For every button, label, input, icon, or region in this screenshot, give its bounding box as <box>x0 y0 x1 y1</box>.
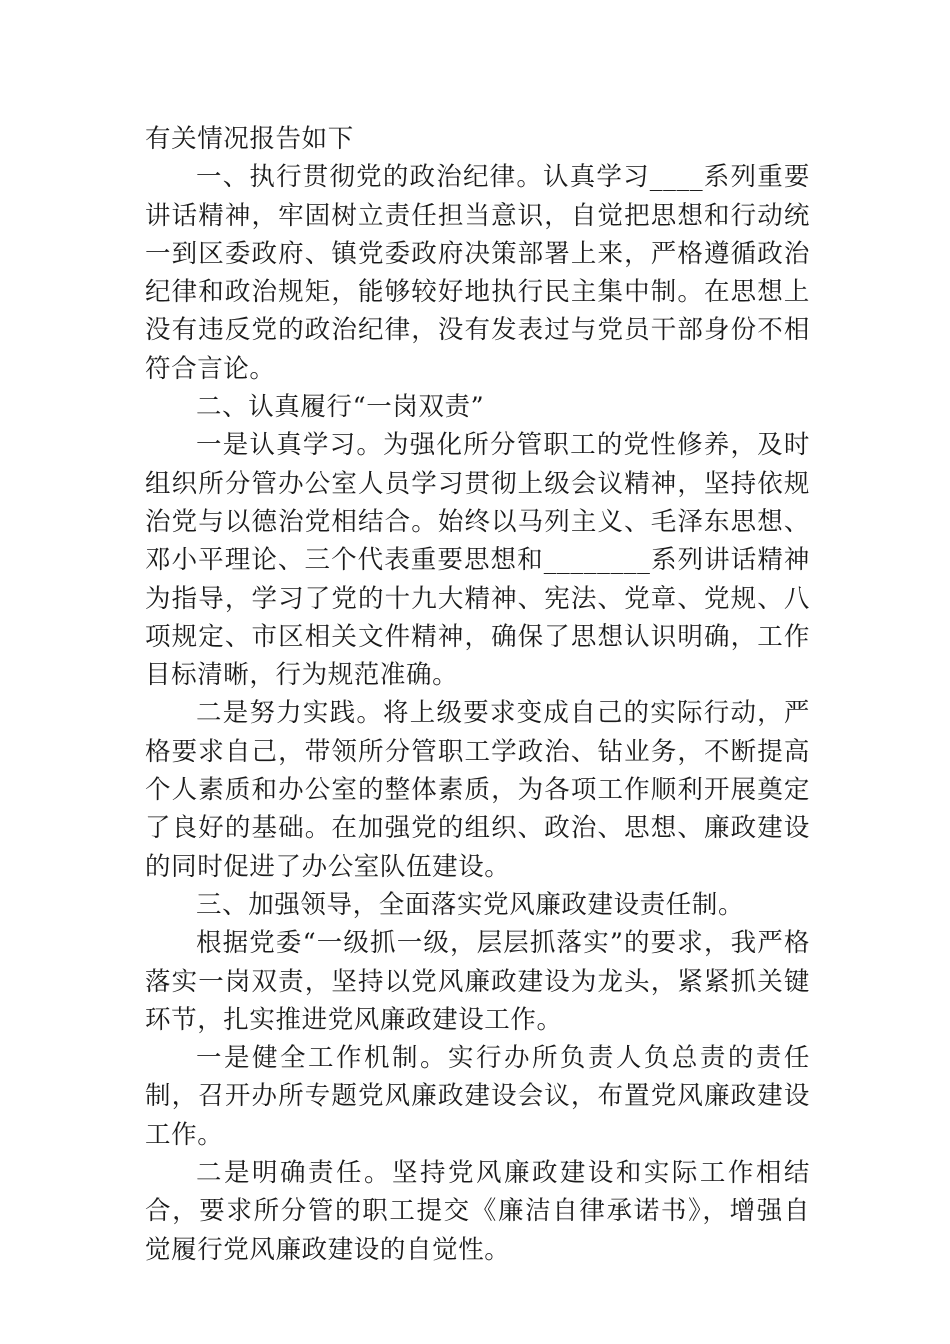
document-body <box>145 120 810 1269</box>
paragraph-party-committee: 根据党委“一级抓一级，层层抓落实”的要求，我严格落实一岗双责，坚持以党风廉政建设为龙头，紧紧抓关键环节，扎实推进党风廉政建设工作。 <box>145 928 810 1035</box>
paragraph-study: 一是认真学习。为强化所分管职工的党性修养，及时组织所分管办公室人员学习贯彻上级会议精神，坚持依规治党与以德治党相结合。始终以马列主义、毛泽东思想、邓小平理论、三个代表重要思想和________系列讲话精神为指导，学习了党的十九大精神、宪法、党章、党规、八项规定、市区相关文件精神，确保了思想认识明确，工作目标清晰，行为规范准确。 <box>145 430 810 691</box>
section-heading-dual-duty: 二、认真履行“一岗双责” <box>196 392 485 423</box>
section-political-discipline: 一、执行贯彻党的政治纪律。认真学习____系列重要讲话精神，牢固树立责任担当意识，自觉把思想和行动统一到区委政府、镇党委政府决策部署上来，严格遵循政治纪律和政治规矩，能够较好地执行民主集中制。在思想上没有违反党的政治纪律，没有发表过与党员干部身份不相符合言论。 <box>145 162 810 384</box>
section-heading-leadership: 三、加强领导，全面落实党风廉政建设责任制。 <box>196 889 745 920</box>
intro-line: 有关情况报告如下 <box>145 124 354 154</box>
paragraph-work-mechanism: 一是健全工作机制。实行办所负责人负总责的责任制，召开办所专题党风廉政建设会议，布置党风廉政建设工作。 <box>145 1043 810 1150</box>
paragraph-practice: 二是努力实践。将上级要求变成自己的实际行动，严格要求自己，带领所分管职工学政治、钻业务，不断提高个人素质和办公室的整体素质，为各项工作顺利开展奠定了良好的基础。在加强党的组织、政治、思想、廉政建设的同时促进了办公室队伍建设。 <box>145 698 810 882</box>
paragraph-responsibility: 二是明确责任。坚持党风廉政建设和实际工作相结合，要求所分管的职工提交《廉洁自律承诺书》，增强自觉履行党风廉政建设的自觉性。 <box>145 1158 810 1265</box>
